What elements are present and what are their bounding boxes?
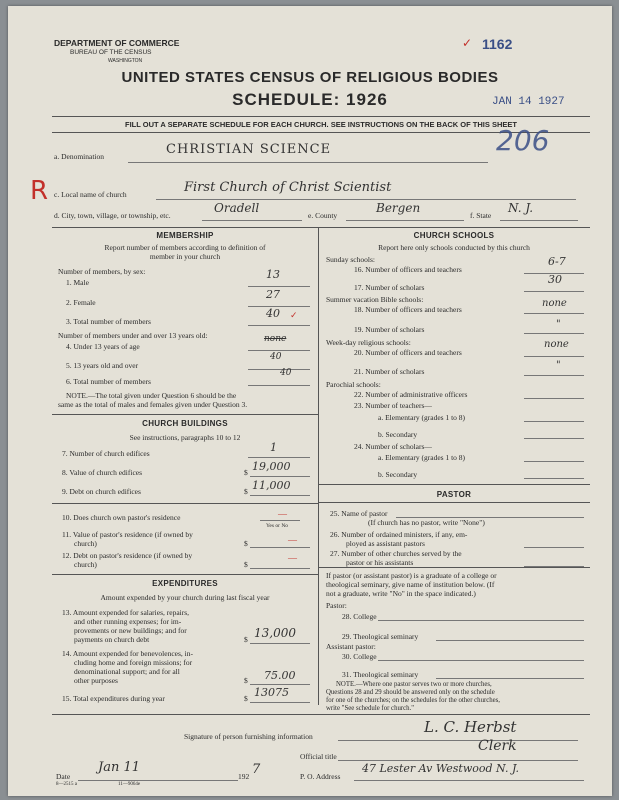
final-note-1: NOTE.—Where one pastor serves two or more churches, xyxy=(336,681,492,688)
q26a-label: 26. Number of ordained ministers, if any, em- xyxy=(330,530,468,539)
sunday-label: Sunday schools: xyxy=(326,255,375,264)
q13-line1: 13. Amount expended for salaries, repairs, xyxy=(62,608,190,617)
schools-heading: CHURCH SCHOOLS xyxy=(413,231,495,240)
q1-value: 13 xyxy=(266,268,280,281)
q20-value: none xyxy=(544,339,569,350)
county-label: e. County xyxy=(308,211,338,220)
q13-line4: payments on church debt xyxy=(74,635,150,644)
q9-value: 11,000 xyxy=(252,479,291,492)
weekday-label: Week-day religious schools: xyxy=(326,338,411,347)
blue-number: 206 xyxy=(496,124,550,157)
po-address-value: 47 Lester Av Westwood N. J. xyxy=(362,762,519,775)
membership-intro1: Report number of members according to definition of xyxy=(104,243,266,252)
q23b-label: b. Secondary xyxy=(378,430,418,439)
bureau-label: BUREAU OF THE CENSUS xyxy=(70,49,152,56)
q14-line2: cluding home and foreign missions; for xyxy=(74,658,193,667)
expenditures-intro: Amount expended by your church during last fiscal year xyxy=(100,593,270,602)
official-title-value: Clerk xyxy=(478,738,517,754)
q22-label: 22. Number of administrative officers xyxy=(354,390,468,399)
dollar-sign-14: $ xyxy=(244,676,248,685)
q18-label: 18. Number of officers and teachers xyxy=(354,305,462,314)
q17-value: 30 xyxy=(548,273,562,286)
year-hand: 7 xyxy=(252,762,261,777)
assistant-label: Assistant pastor: xyxy=(326,642,376,651)
date-label: Date xyxy=(56,772,71,781)
q7-value: 1 xyxy=(270,441,277,454)
final-note-4: write "See schedule for church." xyxy=(326,705,415,712)
q10-label: 10. Does church own pastor's residence xyxy=(62,513,181,522)
q17-label: 17. Number of scholars xyxy=(354,283,425,292)
q12b-label: church) xyxy=(74,560,97,569)
q6-label: 6. Total number of members xyxy=(66,377,151,386)
date-stamp: JAN 14 1927 xyxy=(492,96,565,108)
q16-value: 6-7 xyxy=(548,255,566,268)
q14-line1: 14. Amount expended for benevolences, in- xyxy=(62,649,194,658)
q24-label: 24. Number of scholars— xyxy=(354,442,432,451)
q24b-label: b. Secondary xyxy=(378,470,418,479)
q11-dash: — xyxy=(288,535,297,545)
grad-note-3: not a graduate, write "No" in the space indicated.) xyxy=(326,589,476,598)
q30-label: 30. College xyxy=(342,652,377,661)
date-value: Jan 11 xyxy=(98,760,141,775)
check-mark: ✓ xyxy=(462,36,473,50)
membership-note1: NOTE.—The total given under Question 6 should be the xyxy=(66,391,237,400)
q25-note: (If church has no pastor, write "None") xyxy=(368,518,485,527)
q21-label: 21. Number of scholars xyxy=(354,367,425,376)
schools-intro: Report here only schools conducted by this church xyxy=(378,243,530,252)
yes-no-label: Yes or No xyxy=(266,523,289,529)
summer-label: Summer vacation Bible schools: xyxy=(326,295,424,304)
q13-line3: provements or new buildings; and for xyxy=(74,626,187,635)
print-number: 11—9064e xyxy=(118,782,141,787)
form-number: 8—2515 a xyxy=(56,782,77,787)
q21-value: " xyxy=(556,360,561,371)
dollar-sign-11: $ xyxy=(244,539,248,548)
q4-value: none xyxy=(264,334,287,344)
q18-value: none xyxy=(542,298,567,309)
age-intro-label: Number of members under and over 13 years old: xyxy=(58,331,208,340)
q14-line3: denominational support; and for all xyxy=(74,667,180,676)
expenditures-heading: EXPENDITURES xyxy=(152,579,218,588)
city-label: WASHINGTON xyxy=(108,58,143,64)
form-title: UNITED STATES CENSUS OF RELIGIOUS BODIES xyxy=(121,69,499,86)
membership-intro2: member in your church xyxy=(149,252,221,261)
county-value: Bergen xyxy=(376,201,421,215)
q24a-label: a. Elementary (grades 1 to 8) xyxy=(378,453,466,462)
po-address-label: P. O. Address xyxy=(300,772,341,781)
city-value: Oradell xyxy=(214,201,260,215)
signature-value: L. C. Herbst xyxy=(424,718,517,736)
official-title-label: Official title xyxy=(300,752,337,761)
q14-value: 75.00 xyxy=(264,669,296,682)
q15-label: 15. Total expenditures during year xyxy=(62,694,165,703)
q23a-label: a. Elementary (grades 1 to 8) xyxy=(378,413,466,422)
state-value: N. J. xyxy=(508,201,534,215)
q8-label: 8. Value of church edifices xyxy=(62,468,143,477)
q27b-label: pastor or his assistants xyxy=(346,558,414,567)
q9-label: 9. Debt on church edifices xyxy=(62,487,141,496)
membership-note2: same as the total of males and females given under Question 3. xyxy=(58,400,248,409)
q5-label: 5. 13 years old and over xyxy=(66,361,139,370)
final-note-2: Questions 28 and 29 should be answered only on the schedule xyxy=(326,689,495,696)
final-note-3: for one of the churches; on the schedules for the other churches, xyxy=(326,697,501,704)
buildings-heading: CHURCH BUILDINGS xyxy=(142,419,228,428)
instruction-banner: FILL OUT A SEPARATE SCHEDULE FOR EACH CHURCH. SEE INSTRUCTIONS ON THE BACK OF THIS SHEET xyxy=(125,120,517,129)
year-label: 192 xyxy=(238,772,250,781)
q16-label: 16. Number of officers and teachers xyxy=(354,265,462,274)
q11b-label: church) xyxy=(74,539,97,548)
q25-label: 25. Name of pastor xyxy=(330,509,388,518)
state-label: f. State xyxy=(470,211,492,220)
q11a-label: 11. Value of pastor's residence (if owned by xyxy=(62,530,193,539)
q26b-label: ployed as assistant pastors xyxy=(346,539,425,548)
q3-value: 40 xyxy=(266,307,280,320)
q19-value: " xyxy=(556,319,561,330)
local-name-value: First Church of Christ Scientist xyxy=(184,180,392,195)
department-label: DEPARTMENT OF COMMERCE xyxy=(54,38,180,48)
q10-dash: — xyxy=(278,509,287,519)
q2-label: 2. Female xyxy=(66,298,96,307)
red-r-mark: R xyxy=(30,176,49,206)
q12a-label: 12. Debt on pastor's residence (if owned by xyxy=(62,551,193,560)
q27a-label: 27. Number of other churches served by the xyxy=(330,549,462,558)
grad-note-1: If pastor (or assistant pastor) is a graduate of a college or xyxy=(326,571,497,580)
q15-value: 13075 xyxy=(254,686,289,699)
census-schedule-sheet xyxy=(8,6,612,796)
q5-value: 40 xyxy=(270,352,282,362)
q29-label: 29. Theological seminary xyxy=(342,632,419,641)
q13-value: 13,000 xyxy=(254,626,296,640)
membership-heading: MEMBERSHIP xyxy=(156,231,214,240)
q6-value: 40 xyxy=(280,368,292,378)
red-tick-1: ✓ xyxy=(290,310,298,320)
q3-label: 3. Total number of members xyxy=(66,317,151,326)
members-by-sex-label: Number of members, by sex: xyxy=(58,267,146,276)
q2-value: 27 xyxy=(266,288,280,301)
q1-label: 1. Male xyxy=(66,278,89,287)
q13-line2: and other running expenses; for im- xyxy=(74,617,182,626)
stamp-number: 1162 xyxy=(482,36,513,52)
q28-label: 28. College xyxy=(342,612,377,621)
q4-label: 4. Under 13 years of age xyxy=(66,342,140,351)
denomination-label: a. Denomination xyxy=(54,152,104,161)
dollar-sign-12: $ xyxy=(244,560,248,569)
dollar-sign-9: $ xyxy=(244,487,248,496)
q7-label: 7. Number of church edifices xyxy=(62,449,150,458)
pastor-label: Pastor: xyxy=(326,601,347,610)
q31-label: 31. Theological seminary xyxy=(342,670,419,679)
grad-note-2: theological seminary, give name of institution below. (If xyxy=(326,580,495,589)
form-subtitle: SCHEDULE: 1926 xyxy=(232,90,388,109)
dollar-sign-13: $ xyxy=(244,635,248,644)
local-name-label: c. Local name of church xyxy=(54,190,127,199)
city-label-field: d. City, town, village, or township, etc. xyxy=(54,211,171,220)
denomination-value: CHRISTIAN SCIENCE xyxy=(166,142,332,157)
q14-line4: other purposes xyxy=(74,676,118,685)
pastor-heading: PASTOR xyxy=(436,490,472,499)
dollar-sign-15: $ xyxy=(244,694,248,703)
signature-label: Signature of person furnishing information xyxy=(184,732,313,741)
q8-value: 19,000 xyxy=(252,460,291,473)
q19-label: 19. Number of scholars xyxy=(354,325,425,334)
parochial-label: Parochial schools: xyxy=(326,380,381,389)
q20-label: 20. Number of officers and teachers xyxy=(354,348,462,357)
q12-dash: — xyxy=(288,553,297,563)
dollar-sign-8: $ xyxy=(244,468,248,477)
q23-label: 23. Number of teachers— xyxy=(354,401,432,410)
buildings-intro: See instructions, paragraphs 10 to 12 xyxy=(129,433,241,442)
